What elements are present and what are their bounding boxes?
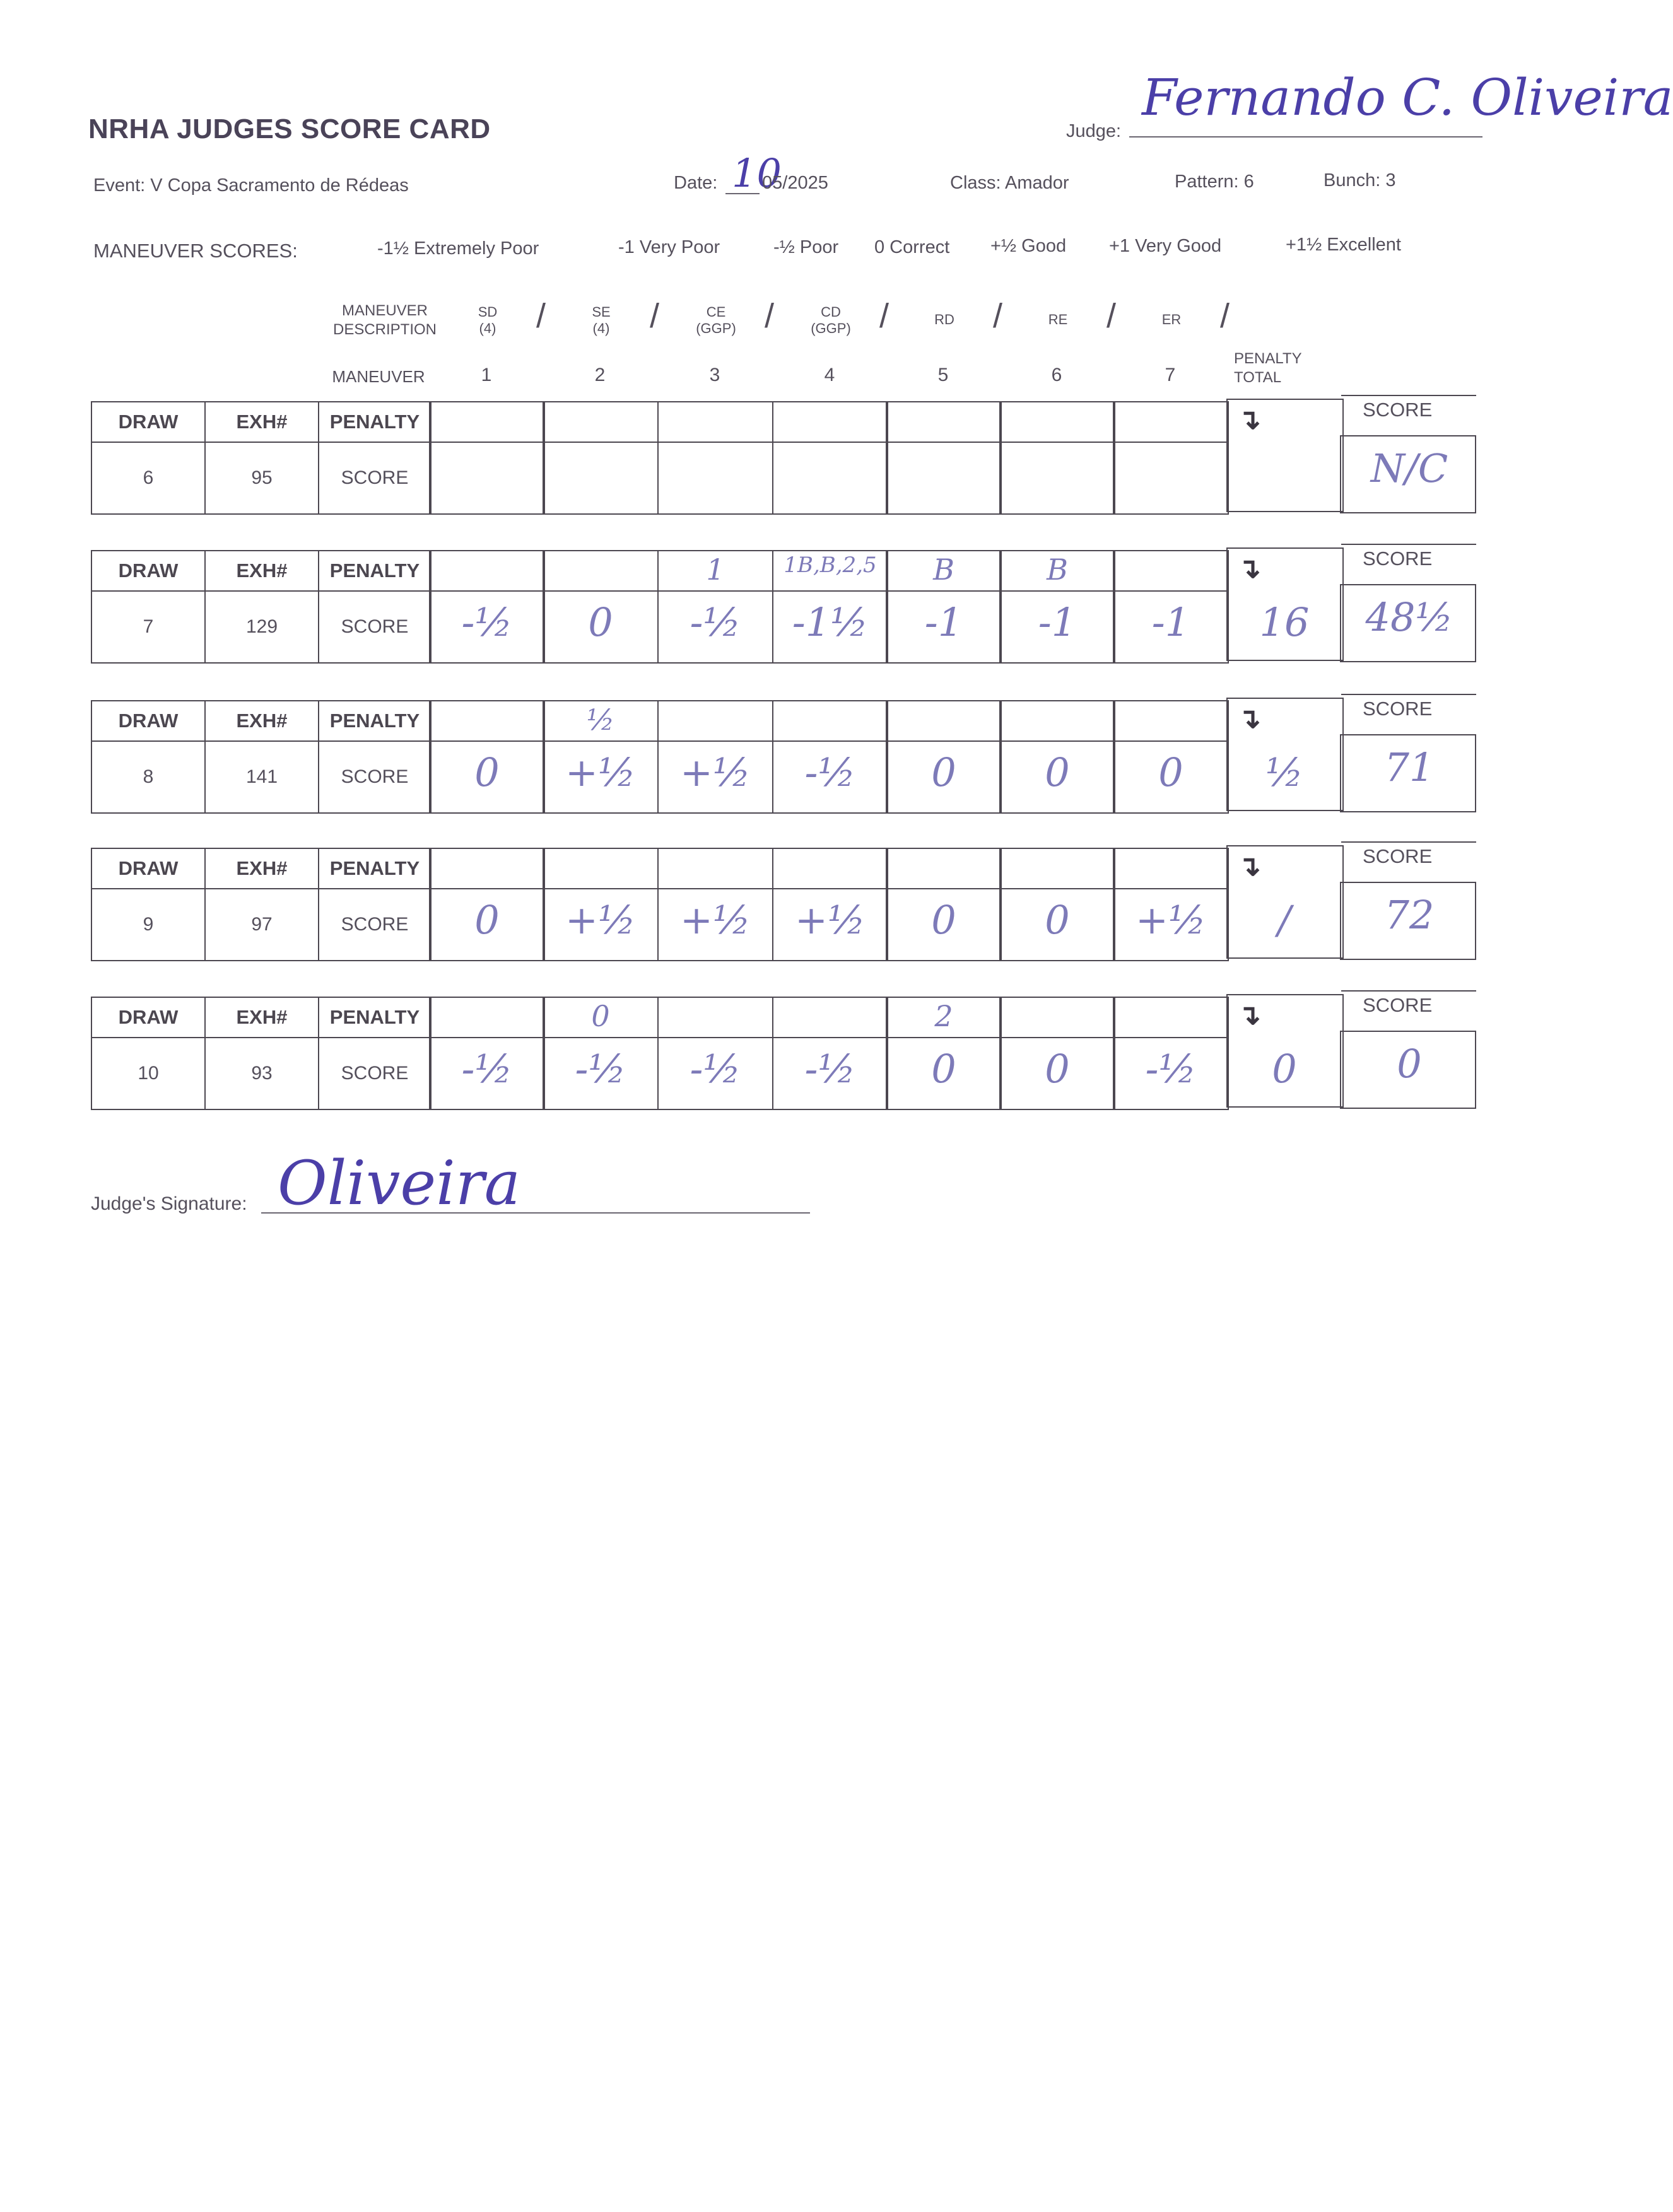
entry-block: [91, 547, 1476, 665]
penalty-mark: 1B,B,2,5: [784, 553, 877, 578]
class-field: [950, 173, 1069, 194]
penalty-cell: [429, 401, 545, 443]
penalty-arrow-icon: ↴: [1238, 404, 1261, 435]
signature-label: Judge's Signature:: [91, 1193, 247, 1214]
scale-item: 0 Correct: [874, 237, 950, 257]
maneuver-separator: /: [765, 297, 775, 335]
penalty-cell: [886, 401, 1002, 443]
bunch-value: 3: [1385, 170, 1396, 190]
exh-header: EXH#: [204, 848, 319, 889]
penalty-total-line1: PENALTY: [1234, 350, 1302, 367]
score-row-label: SCORE: [318, 888, 431, 961]
penalty-cell: [999, 997, 1115, 1038]
maneuver-separator: /: [993, 297, 1003, 335]
final-score-mark: 0: [1397, 1041, 1422, 1087]
class-label: Class:: [950, 173, 1001, 193]
maneuver-code: [787, 304, 875, 337]
maneuver-code-name: RD: [934, 312, 954, 327]
maneuver-code-name: ER: [1161, 312, 1182, 327]
maneuver-number: 4: [824, 365, 835, 385]
scale-item: +½ Good: [990, 236, 1067, 256]
maneuver-code-sub: (GGP): [696, 320, 736, 336]
date-label: Date:: [674, 173, 718, 193]
maneuver-score-mark: -1: [1151, 599, 1190, 645]
draw-header: DRAW: [91, 848, 206, 889]
penalty-cell: [999, 401, 1115, 443]
exh-number: 141: [204, 740, 319, 814]
exh-number: 97: [204, 888, 319, 961]
penalty-cell: [1113, 700, 1229, 742]
score-top-line: [1341, 990, 1476, 992]
penalty-cell: [657, 997, 773, 1038]
penalty-cell: [657, 700, 773, 742]
score-cell: [772, 442, 888, 515]
penalty-header: PENALTY: [318, 997, 431, 1038]
draw-header: DRAW: [91, 401, 206, 443]
judge-line: [1129, 136, 1482, 138]
entry-block: [91, 845, 1476, 963]
penalty-cell: [1113, 848, 1229, 889]
maneuver-score-mark: -½: [804, 1046, 856, 1092]
score-cell: [999, 442, 1115, 515]
final-score-label: SCORE: [1363, 994, 1433, 1016]
penalty-mark: B: [1047, 553, 1068, 587]
penalty-cell: [772, 401, 888, 443]
score-cell: [429, 442, 545, 515]
final-score-mark: N/C: [1370, 445, 1448, 491]
exh-header: EXH#: [204, 997, 319, 1038]
maneuver-number: 7: [1165, 365, 1176, 385]
score-cell: [886, 442, 1002, 515]
maneuver-score-mark: +½: [679, 897, 751, 943]
maneuver-description-label: [328, 301, 442, 339]
maneuver-code-name: SD: [478, 304, 498, 320]
penalty-cell: [772, 700, 888, 742]
draw-number: 7: [91, 590, 206, 664]
penalty-arrow-icon: ↴: [1238, 1000, 1261, 1031]
maneuver-score-mark: +½: [1135, 897, 1207, 943]
penalty-cell: [1113, 997, 1229, 1038]
score-row-label: SCORE: [318, 442, 431, 515]
penalty-cell: [772, 848, 888, 889]
pattern-value: 6: [1243, 172, 1254, 192]
scale-item: -1½ Extremely Poor: [377, 238, 539, 259]
desc-label-line1: MANEUVER: [341, 302, 428, 319]
maneuver-score-mark: -1: [1038, 599, 1077, 645]
maneuver-score-mark: 0: [1045, 897, 1070, 943]
maneuver-number: 5: [937, 365, 949, 385]
penalty-cell: [429, 997, 545, 1038]
penalty-cell: [429, 848, 545, 889]
penalty-cell: [657, 848, 773, 889]
bunch-label: Bunch:: [1324, 170, 1381, 190]
maneuver-number: 6: [1051, 365, 1062, 385]
maneuver-separator: /: [879, 297, 889, 335]
judge-label: Judge:: [1066, 121, 1122, 141]
penalty-total-line2: TOTAL: [1234, 369, 1282, 386]
maneuver-score-mark: -½: [461, 599, 513, 645]
maneuver-score-mark: 0: [1045, 749, 1070, 795]
penalty-cell: [999, 700, 1115, 742]
penalty-cell: [886, 700, 1002, 742]
event-value: V Copa Sacramento de Rédeas: [150, 175, 409, 196]
penalty-cell: [429, 550, 545, 592]
pattern-field: [1175, 172, 1254, 192]
penalty-mark: 0: [591, 999, 610, 1033]
exh-header: EXH#: [204, 700, 319, 742]
maneuver-separator: /: [536, 297, 546, 335]
maneuver-score-mark: 0: [1045, 1046, 1070, 1092]
draw-header: DRAW: [91, 550, 206, 592]
penalty-cell: [886, 848, 1002, 889]
class-value: Amador: [1005, 173, 1069, 193]
maneuver-score-mark: -½: [575, 1046, 626, 1092]
maneuver-score-mark: 0: [931, 897, 956, 943]
final-score-label: SCORE: [1363, 547, 1433, 570]
penalty-total-mark: 0: [1272, 1046, 1297, 1092]
final-score-label: SCORE: [1363, 698, 1433, 720]
draw-number: 10: [91, 1037, 206, 1110]
penalty-mark: 2: [934, 999, 953, 1033]
score-cell: [657, 442, 773, 515]
score-cell: [543, 442, 659, 515]
maneuver-number: 2: [594, 365, 606, 385]
penalty-cell: [543, 848, 659, 889]
penalty-arrow-icon: ↴: [1238, 703, 1261, 734]
maneuver-score-mark: -1: [924, 599, 963, 645]
draw-number: 9: [91, 888, 206, 961]
penalty-cell: [429, 700, 545, 742]
penalty-arrow-icon: ↴: [1238, 851, 1261, 882]
desc-label-line2: DESCRIPTION: [332, 321, 437, 338]
score-top-line: [1341, 694, 1476, 695]
score-row-label: SCORE: [318, 1037, 431, 1110]
penalty-header: PENALTY: [318, 848, 431, 889]
maneuver-number: 3: [709, 365, 720, 385]
pattern-label: Pattern:: [1175, 172, 1239, 192]
penalty-total-mark: 16: [1259, 599, 1310, 645]
date-handwritten: 10: [732, 150, 782, 196]
maneuver-separator: /: [650, 297, 660, 335]
event-field: [93, 175, 409, 196]
date-value: 05/2025: [762, 173, 828, 193]
penalty-cell: [657, 401, 773, 443]
penalty-total-mark: /: [1277, 897, 1291, 943]
penalty-total-mark: ½: [1265, 749, 1304, 795]
maneuver-score-mark: 0: [1158, 749, 1183, 795]
maneuver-number: 1: [481, 365, 492, 385]
maneuver-score-mark: -½: [461, 1046, 513, 1092]
maneuver-score-mark: +½: [565, 749, 637, 795]
maneuver-score-mark: +½: [794, 897, 866, 943]
final-score-label: SCORE: [1363, 399, 1433, 421]
maneuver-code: [1014, 312, 1102, 328]
maneuver-score-mark: 0: [474, 897, 500, 943]
exh-number: 95: [204, 442, 319, 515]
entry-block: [91, 700, 1476, 816]
maneuver-score-mark: -½: [690, 1046, 741, 1092]
draw-header: DRAW: [91, 997, 206, 1038]
maneuver-code-name: SE: [592, 304, 611, 320]
maneuver-code-name: CD: [821, 304, 841, 320]
exh-number: 93: [204, 1037, 319, 1110]
scale-item: -½ Poor: [773, 237, 839, 257]
maneuver-code: [900, 312, 989, 328]
penalty-cell: [543, 401, 659, 443]
judge-name-handwritten: Fernando C. Oliveira: [1142, 68, 1673, 127]
card-title: NRHA JUDGES SCORE CARD: [88, 114, 491, 144]
maneuver-code-sub: (GGP): [811, 320, 851, 336]
penalty-mark: B: [933, 553, 954, 587]
score-row-label: SCORE: [318, 740, 431, 814]
exh-header: EXH#: [204, 550, 319, 592]
draw-number: 6: [91, 442, 206, 515]
penalty-cell: [543, 550, 659, 592]
score-top-line: [1341, 544, 1476, 545]
penalty-header: PENALTY: [318, 401, 431, 443]
maneuver-score-mark: 0: [474, 749, 500, 795]
final-score-mark: 71: [1384, 744, 1435, 790]
penalty-cell: [1113, 401, 1229, 443]
scale-item: -1 Very Poor: [618, 237, 720, 257]
final-score-label: SCORE: [1363, 845, 1433, 867]
final-score-mark: 48½: [1365, 594, 1453, 640]
maneuver-code: [557, 304, 645, 337]
score-row-label: SCORE: [318, 590, 431, 664]
draw-header: DRAW: [91, 700, 206, 742]
penalty-arrow-icon: ↴: [1238, 553, 1261, 584]
maneuver-code: [672, 304, 760, 337]
maneuver-score-mark: -½: [1145, 1046, 1197, 1092]
score-top-line: [1341, 395, 1476, 396]
exh-header: EXH#: [204, 401, 319, 443]
maneuver-score-mark: -½: [690, 599, 741, 645]
scale-item: +1 Very Good: [1109, 236, 1222, 256]
maneuver-separator: /: [1107, 297, 1117, 335]
penalty-cell: [772, 997, 888, 1038]
entry-block: [91, 401, 1476, 517]
maneuver-row-label: MANEUVER: [332, 367, 425, 386]
penalty-total-label: [1234, 349, 1310, 387]
draw-number: 8: [91, 740, 206, 814]
maneuver-code: [1127, 312, 1216, 328]
signature-handwritten: Oliveira: [278, 1148, 520, 1219]
maneuver-code: [443, 304, 532, 337]
maneuver-score-mark: -½: [804, 749, 856, 795]
penalty-mark: ½: [586, 703, 615, 737]
penalty-cell: [999, 848, 1115, 889]
exh-number: 129: [204, 590, 319, 664]
maneuver-score-mark: +½: [679, 749, 751, 795]
maneuver-code-name: RE: [1048, 312, 1068, 327]
maneuver-score-mark: +½: [565, 897, 637, 943]
scale-item: +1½ Excellent: [1286, 235, 1401, 255]
scale-label: MANEUVER SCORES:: [93, 240, 298, 262]
maneuver-score-mark: 0: [931, 749, 956, 795]
maneuver-score-mark: 0: [588, 599, 613, 645]
maneuver-separator: /: [1220, 297, 1230, 335]
penalty-cell: [1113, 550, 1229, 592]
penalty-mark: 1: [706, 553, 725, 587]
maneuver-code-name: CE: [706, 304, 726, 320]
bunch-field: [1324, 170, 1396, 191]
final-score-mark: 72: [1384, 892, 1435, 938]
entry-block: [91, 994, 1476, 1112]
maneuver-code-sub: (4): [479, 320, 496, 336]
penalty-header: PENALTY: [318, 550, 431, 592]
maneuver-score-mark: -1½: [792, 599, 869, 645]
score-cell: [1113, 442, 1229, 515]
penalty-header: PENALTY: [318, 700, 431, 742]
maneuver-score-mark: 0: [931, 1046, 956, 1092]
event-label: Event:: [93, 175, 146, 196]
score-top-line: [1341, 841, 1476, 843]
maneuver-code-sub: (4): [592, 320, 610, 336]
